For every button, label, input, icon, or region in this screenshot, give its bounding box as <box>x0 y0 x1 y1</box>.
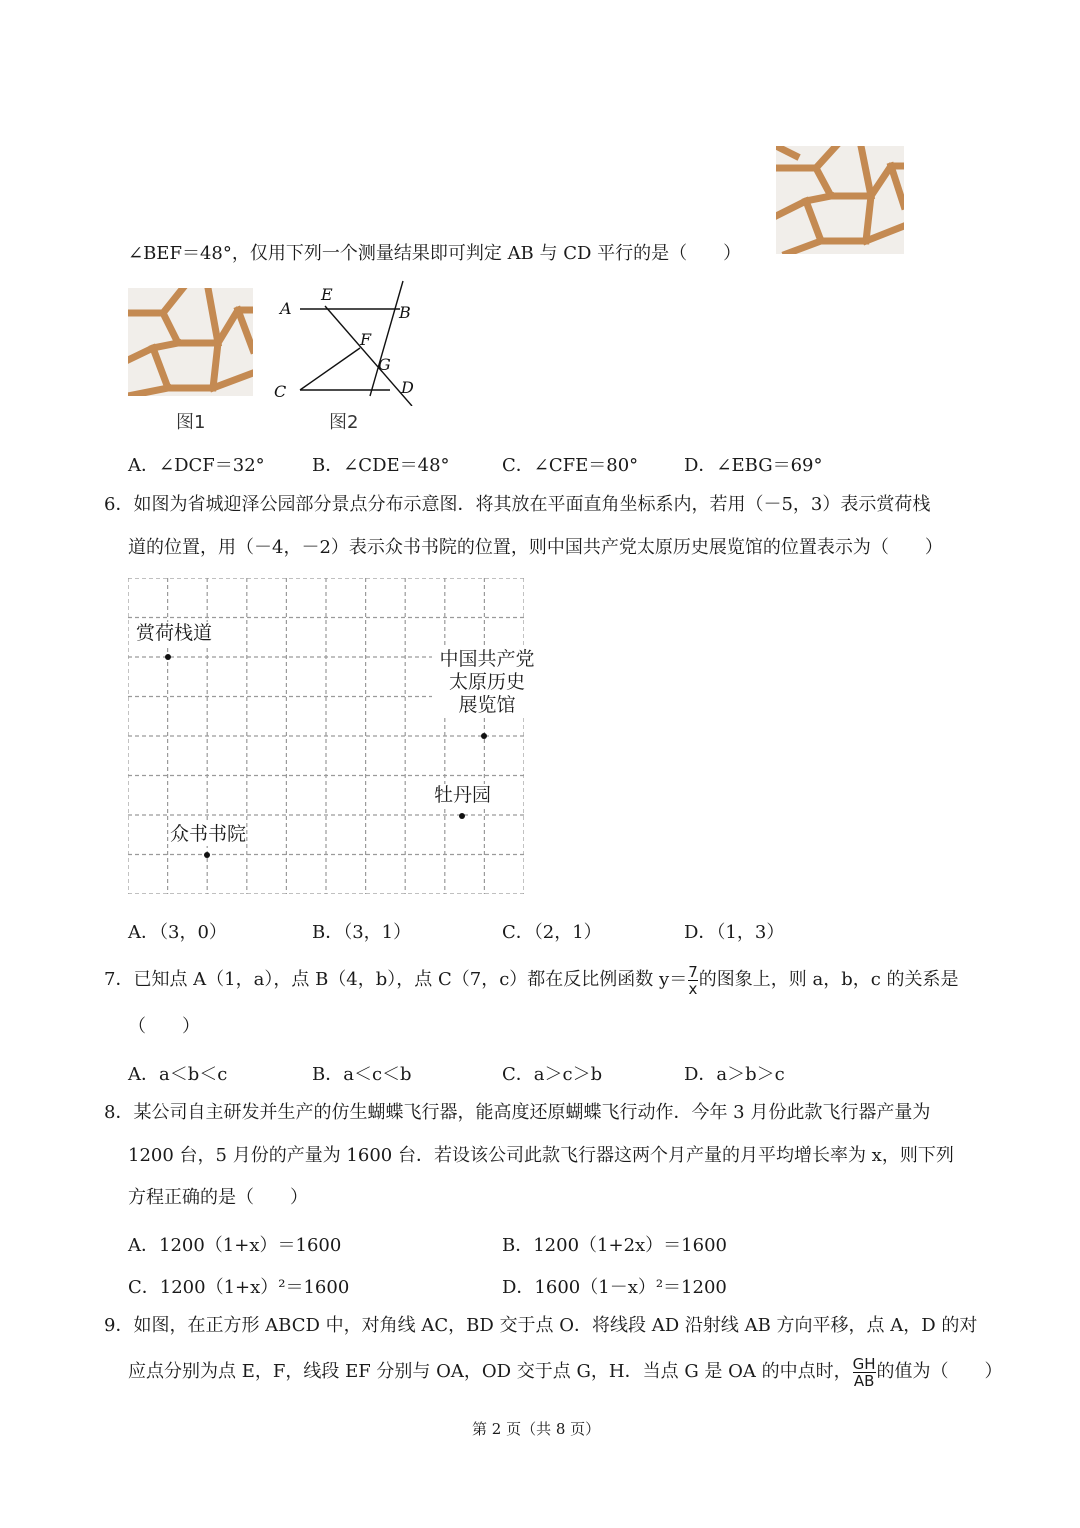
lattice-photo-top <box>776 146 904 254</box>
q6-option-b: B．（3，1） <box>312 922 412 943</box>
fig2-label-f: F <box>360 330 372 349</box>
q5-option-b: B．∠CDE＝48° <box>312 455 450 476</box>
figure2-caption: 图2 <box>329 412 359 433</box>
q7-option-c: C．a＞c＞b <box>502 1064 603 1085</box>
fig2-label-d: D <box>401 378 414 397</box>
q8-stem-line2: 1200 台，5 月份的产量为 1600 台．若设该公司此款飞行器这两个月产量的月平均增长率为 x，则下列 <box>128 1145 954 1166</box>
place-label-shanghe: 赏荷栈道 <box>136 622 213 644</box>
q7-option-a: A．a＜b＜c <box>128 1064 228 1085</box>
fig2-label-e: E <box>321 285 333 304</box>
fig2-label-g: G <box>378 355 391 374</box>
q9-frac-den: AB <box>853 1371 875 1390</box>
q9-frac-num: GH <box>852 1354 876 1373</box>
place-label-zhongshu: 众书书院 <box>170 823 247 845</box>
q6-stem-line2: 道的位置，用（－4，－2）表示众书书院的位置，则中国共产党太原历史展览馆的位置表示为（ ） <box>128 537 943 558</box>
q8-option-a: A．1200（1+x）＝1600 <box>128 1235 342 1256</box>
q5-stem-tail: ∠BEF＝48°，仅用下列一个测量结果即可判定 AB 与 CD 平行的是（ ） <box>128 243 742 264</box>
q6-option-d: D．（1，3） <box>684 922 785 943</box>
figure2-geometry <box>270 276 430 406</box>
museum-label-line3: 展览馆 <box>458 694 516 716</box>
place-dot-shanghe <box>165 654 171 660</box>
q7-option-b: B．a＜c＜b <box>312 1064 412 1085</box>
park-map-grid <box>128 578 535 894</box>
q8-stem-line3: 方程正确的是（ ） <box>128 1187 308 1208</box>
museum-label-line2: 太原历史 <box>448 671 525 693</box>
museum-label-line1: 中国共产党 <box>439 648 535 670</box>
q9-stem-line1: 9．如图，在正方形 ABCD 中，对角线 AC，BD 交于点 O．将线段 AD 沿射线 AB 方向平移，点 A，D 的对 <box>104 1315 978 1336</box>
page-footer: 第 2 页（共 8 页） <box>472 1420 601 1438</box>
place-label-museum <box>432 648 542 717</box>
q9-fraction <box>853 1356 876 1389</box>
q9-stem-post: 的值为（ ） <box>876 1361 1003 1382</box>
place-dot-mudan <box>459 813 465 819</box>
q7-frac-den: x <box>688 979 698 998</box>
q6-option-a: A．（3，0） <box>128 922 227 943</box>
q8-option-c: C．1200（1+x）²＝1600 <box>128 1277 350 1298</box>
q7-option-d: D．a＞b＞c <box>684 1064 785 1085</box>
q7-fraction <box>688 964 698 997</box>
q7-stem-line1 <box>104 958 959 1002</box>
fig2-label-c: C <box>274 382 287 401</box>
q8-option-b: B．1200（1+2x）＝1600 <box>502 1235 727 1256</box>
q8-option-d: D．1600（1－x）²＝1200 <box>502 1277 727 1298</box>
q9-stem-line2 <box>128 1350 1003 1394</box>
q5-option-d: D．∠EBG＝69° <box>684 455 823 476</box>
q5-option-a: A．∠DCF＝32° <box>128 455 265 476</box>
q7-stem-line2: （ ） <box>128 1016 200 1037</box>
q5-option-c: C．∠CFE＝80° <box>502 455 639 476</box>
fig2-label-a: A <box>280 299 292 318</box>
q7-stem-post: 的图象上，则 a，b，c 的关系是 <box>698 969 959 990</box>
q6-stem-line1: 6．如图为省城迎泽公园部分景点分布示意图．将其放在平面直角坐标系内，若用（－5，3）表示赏荷栈 <box>104 494 931 515</box>
q6-option-c: C．（2，1） <box>502 922 602 943</box>
fig2-label-b: B <box>399 303 411 322</box>
q8-stem-line1: 8．某公司自主研发并生产的仿生蝴蝶飞行器，能高度还原蝴蝶飞行动作．今年 3 月份此款飞行器产量为 <box>104 1102 931 1123</box>
q7-frac-num: 7 <box>688 962 698 981</box>
q7-stem-pre: 7．已知点 A（1，a），点 B（4，b），点 C（7，c）都在反比例函数 y＝ <box>104 969 688 990</box>
q9-stem-pre: 应点分别为点 E，F，线段 EF 分别与 OA，OD 交于点 G，H．当点 G 是 OA 的中点时， <box>128 1361 852 1382</box>
figure1-lattice-photo <box>128 288 253 396</box>
figure1-caption: 图1 <box>176 412 206 433</box>
place-label-mudan: 牡丹园 <box>434 784 492 806</box>
